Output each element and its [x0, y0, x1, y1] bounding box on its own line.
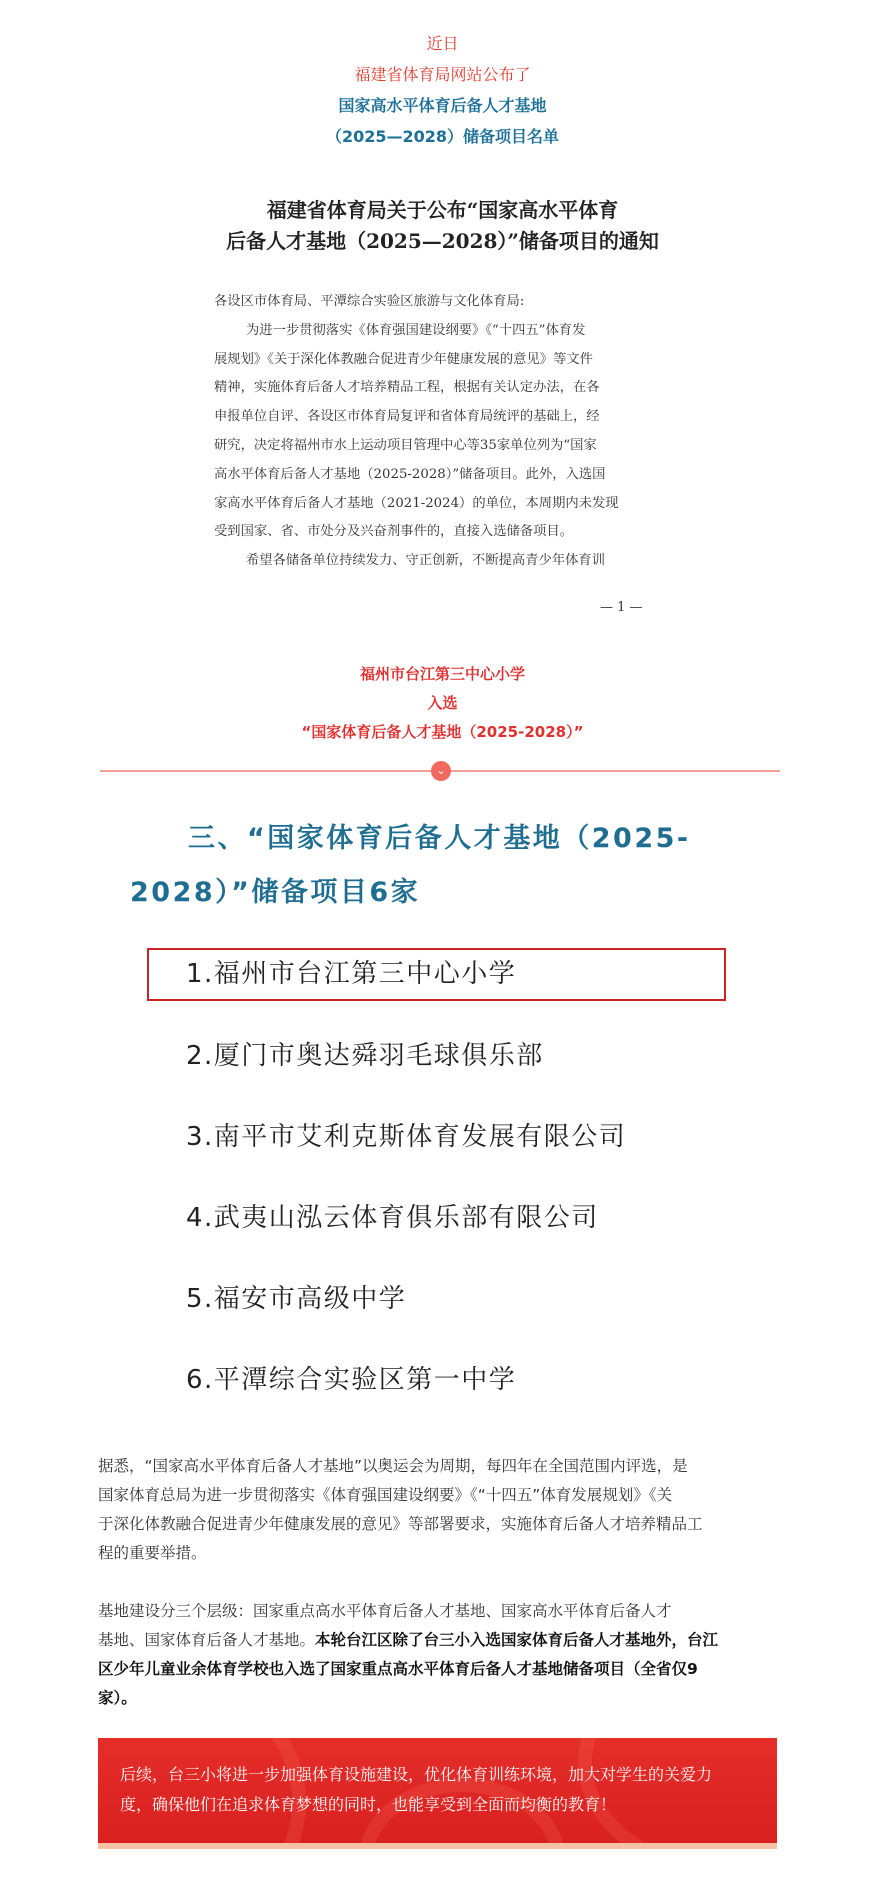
list-item: 3.南平市艾利克斯体育发展有限公司 — [186, 1122, 627, 1152]
list-item: 4.武夷山泓云体育俱乐部有限公司 — [186, 1203, 599, 1233]
list-item: 6.平潭综合实验区第一中学 — [186, 1365, 517, 1395]
document-line: 精神，实施体育后备人才培养精品工程，根据有关认定办法，在各 — [214, 380, 600, 396]
paragraph-line: 国家体育总局为进一步贯彻落实《体育强国建设纲要》《“十四五”体育发展规划》《关 — [98, 1486, 673, 1504]
document-line: 为进一步贯彻落实《体育强国建设纲要》《“十四五”体育发 — [246, 322, 586, 338]
selection-line-2: 入选 — [427, 694, 458, 712]
banner-text — [120, 1760, 760, 1820]
paragraph-plain-text: 基地、国家体育后备人才基地。 — [98, 1631, 316, 1649]
document-line: 研究，决定将福州市水上运动项目管理中心等35家单位列为“国家 — [214, 437, 597, 453]
section-title-line-1: 三、“国家体育后备人才基地（2025- — [188, 823, 691, 854]
selection-block — [0, 660, 885, 747]
document-line: 申报单位自评、各设区市体育局复评和省体育局统评的基础上，经 — [214, 409, 600, 425]
document-line: 家高水平体育后备人才基地（2021-2024）的单位，本周期内未发现 — [214, 495, 619, 511]
banner-line-2: 度，确保他们在追求体育梦想的同时，也能享受到全面而均衡的教育！ — [120, 1795, 617, 1814]
paragraph-line: 程的重要举措。 — [98, 1544, 207, 1562]
paragraph-line: 于深化体教融合促进青少年健康发展的意见》等部署要求，实施体育后备人才培养精品工 — [98, 1515, 703, 1533]
paragraph-line: 据悉，“国家高水平体育后备人才基地”以奥运会为周期，每四年在全国范围内评选，是 — [98, 1457, 688, 1475]
section-title-line-2: 2028）”储备项目6家 — [130, 877, 421, 908]
list-item: 1.福州市台江第三中心小学 — [186, 959, 517, 989]
document-line: 各设区市体育局、平潭综合实验区旅游与文化体育局: — [214, 294, 525, 309]
banner-line-1: 后续，台三小将进一步加强体育设施建设，优化体育训练环境，加大对学生的关爱力 — [120, 1765, 713, 1784]
document-title-line-2: 后备人才基地（2025—2028）”储备项目的通知 — [226, 229, 659, 253]
intro-line-3: 国家高水平体育后备人才基地 — [338, 96, 547, 115]
paragraph-1 — [98, 1452, 778, 1568]
paragraph-bold-text: 家）。 — [98, 1689, 137, 1707]
paragraph-bold-text: 区少年儿童业余体育学校也入选了国家重点高水平体育后备人才基地储备项目（全省仅9 — [98, 1660, 698, 1678]
intro-line-4: （2025—2028）储备项目名单 — [325, 127, 560, 146]
list-item: 5.福安市高级中学 — [186, 1284, 407, 1314]
paragraph-line — [98, 1655, 778, 1684]
paragraph-line: 基地建设分三个层级：国家重点高水平体育后备人才基地、国家高水平体育后备人才 — [98, 1602, 672, 1620]
document-body — [214, 288, 662, 576]
selection-line-3: “国家体育后备人才基地（2025-2028）” — [301, 723, 584, 741]
banner-bottom-strip — [98, 1843, 777, 1849]
intro-block — [0, 28, 885, 152]
intro-line-1: 近日 — [426, 34, 459, 53]
list-item: 2.厦门市奥达舜羽毛球俱乐部 — [186, 1041, 544, 1071]
document-line: 受到国家、省、市处分及兴奋剂事件的，直接入选储备项目。 — [214, 524, 574, 540]
paragraph-line — [98, 1684, 778, 1713]
document-line: 展规划》《关于深化体教融合促进青少年健康发展的意见》等文件 — [214, 351, 593, 367]
paragraph-line — [98, 1626, 778, 1655]
paragraph-2 — [98, 1597, 778, 1713]
document-title-line-1: 福建省体育局关于公布“国家高水平体育 — [266, 198, 619, 222]
selection-line-1: 福州市台江第三中心小学 — [359, 665, 525, 683]
intro-line-2: 福建省体育局网站公布了 — [354, 65, 531, 84]
section-title — [130, 812, 770, 920]
paragraph-bold-text: 本轮台江区除了台三小入选国家体育后备人才基地外，台江 — [315, 1631, 719, 1649]
page-number: — 1 — — [600, 600, 643, 615]
document-title — [0, 195, 885, 257]
chevron-down-icon: ⌄ — [431, 761, 451, 781]
document-line: 希望各储备单位持续发力、守正创新，不断提高青少年体育训 — [246, 553, 606, 569]
document-line: 高水平体育后备人才基地（2025-2028）”储备项目。此外，入选国 — [214, 466, 606, 482]
